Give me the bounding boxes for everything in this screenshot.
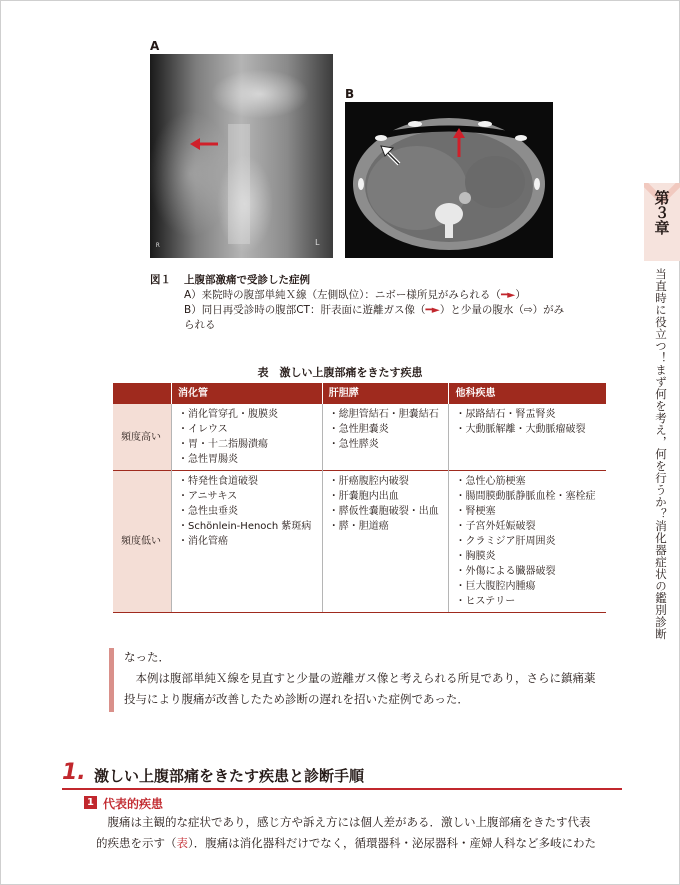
table-cell-item: ・急性心筋梗塞 <box>455 476 526 487</box>
case-note <box>124 647 624 710</box>
figure-caption <box>150 273 570 333</box>
table-cell-item: ・消化管穿孔・腹膜炎 <box>178 409 278 420</box>
table-header-gi: 消化管 <box>172 383 323 404</box>
caption-b-text: B）同日再受診時の腹部CT：肝表面に遊離ガス像（ <box>184 304 426 316</box>
table-row <box>113 471 606 613</box>
table-header-blank <box>113 383 172 404</box>
note-line-2: 本例は腹部単純Ｘ線を見直すと少量の遊離ガス像と考えられる所見であり，さらに鎮痛薬 <box>124 671 596 685</box>
figure-label-b: B <box>345 87 355 101</box>
table-row-label: 頻度低い <box>113 471 172 613</box>
figure-label-a: A <box>150 39 160 53</box>
table-cell-item: ・急性膵炎 <box>328 439 379 450</box>
paragraph-line-1: 腹痛は主観的な症状であり，感じ方や訴え方には個人差がある．激しい上腹部痛をきたす代表 <box>96 815 591 829</box>
table-cell-item: ・急性胆嚢炎 <box>328 424 389 435</box>
xray-side-marker: L <box>315 238 320 247</box>
chapter-label <box>646 190 676 239</box>
caption-b-mid: ）と少量の腹水（ <box>439 304 524 316</box>
table-cell <box>172 404 323 471</box>
section-rule <box>62 788 622 790</box>
table-cell-item: ・腸間膜動脈静脈血栓・塞栓症 <box>455 491 596 502</box>
subsection-number: 1 <box>84 796 97 809</box>
table-cell-item: ・肝嚢胞内出血 <box>328 491 399 502</box>
note-line-3: 投与により腹痛が改善したため診断の遅れを招いた症例であった． <box>124 692 469 706</box>
red-arrow-icon <box>190 138 218 150</box>
table-cell-item: ・膵・胆道癌 <box>328 521 389 532</box>
table-row-label: 頻度高い <box>113 404 172 471</box>
subsection-title: 代表的疾患 <box>103 797 164 811</box>
table-cell-item: ・急性胃腸炎 <box>178 454 238 465</box>
red-arrow-legend-icon: ━► <box>500 289 516 301</box>
table-cell-item: ・アニサキス <box>178 491 238 502</box>
section-number: 1. <box>62 760 86 785</box>
red-arrow-legend-icon-b: ━► <box>425 304 440 316</box>
table-cell <box>322 404 449 471</box>
xray-overlay <box>150 54 333 258</box>
note-line-1: なった． <box>124 650 170 664</box>
running-title: 当直時に役立つ！まず何を考え，何を行うか？消化器症状の鑑別診断 <box>654 268 668 640</box>
xray-image <box>150 54 333 258</box>
table-cell-item: ・尿路結石・腎盂腎炎 <box>455 409 556 420</box>
ct-image <box>345 102 553 258</box>
table-reference-link[interactable]: 表 <box>176 836 188 850</box>
table-cell-item: ・胃・十二指腸潰瘍 <box>178 439 268 450</box>
table-cell-item: ・急性虫垂炎 <box>178 506 238 517</box>
table-cell-item: ・大動脈解離・大動脈瘤破裂 <box>455 424 586 435</box>
table-cell-item: ・巨大腹腔内腫瘍 <box>455 581 536 592</box>
table-cell <box>449 404 606 471</box>
table-cell-item: ・総胆管結石・胆嚢結石 <box>328 409 439 420</box>
table-cell-item: ・特発性食道破裂 <box>178 476 258 487</box>
table-cell-item: ・腎梗塞 <box>455 506 496 517</box>
paragraph-line-2-post: ）．腹痛は消化器科だけでなく，循環器科・泌尿器科・産婦人科など多岐にわた <box>188 836 597 850</box>
table-row <box>113 404 606 471</box>
table-cell-item: ・イレウス <box>178 424 228 435</box>
table-header-hbp: 肝胆膵 <box>322 383 449 404</box>
table-cell-item: ・Schönlein-Henoch 紫斑病 <box>178 521 312 532</box>
table-cell-item: ・膵仮性嚢胞破裂・出血 <box>328 506 439 517</box>
table-cell-item: ・消化管癌 <box>178 536 228 547</box>
table-cell-item: ・胸膜炎 <box>455 551 496 562</box>
table-cell-item: ・肝癌腹腔内破裂 <box>328 476 409 487</box>
caption-b-close: ）がみ <box>532 304 565 316</box>
note-bar <box>109 648 114 712</box>
caption-number: 図１ <box>150 274 171 286</box>
caption-line-b <box>150 303 570 318</box>
section-paragraph <box>96 812 626 854</box>
caption-a-text: A）来院時の腹部単純Ｘ線（左側臥位）：ニボー様所見がみられる（ <box>184 289 501 301</box>
table-cell-item: ・子宮外妊娠破裂 <box>455 521 536 532</box>
white-arrow-legend-icon: ⇨ <box>523 304 533 316</box>
section-title: 激しい上腹部痛をきたす疾患と診断手順 <box>94 767 365 785</box>
paragraph-line-2-pre: 的疾患を示す（ <box>96 836 177 850</box>
spine-shadow <box>228 124 250 244</box>
table-header-other: 他科疾患 <box>449 383 606 404</box>
table-header-row <box>113 383 606 404</box>
chapter-text: 第３章 <box>652 190 671 235</box>
table-cell-item: ・クラミジア肝周囲炎 <box>455 536 556 547</box>
paragraph-line-2 <box>96 833 626 854</box>
table-cell-item: ・ヒステリー <box>455 596 516 607</box>
table-cell <box>449 471 606 613</box>
caption-a-close: ） <box>515 289 526 301</box>
table-cell-item: ・外傷による臓器破裂 <box>455 566 556 577</box>
caption-line-a <box>150 288 570 303</box>
caption-line-c: られる <box>184 319 216 331</box>
table-cell <box>172 471 323 613</box>
xray-corner-text: R <box>156 242 160 249</box>
table-title: 表 激しい上腹部痛をきたす疾患 <box>257 366 423 379</box>
table-cell <box>322 471 449 613</box>
disease-table <box>113 383 606 613</box>
caption-title: 上腹部激痛で受診した症例 <box>184 274 310 286</box>
ct-scan-drawing <box>345 102 553 258</box>
